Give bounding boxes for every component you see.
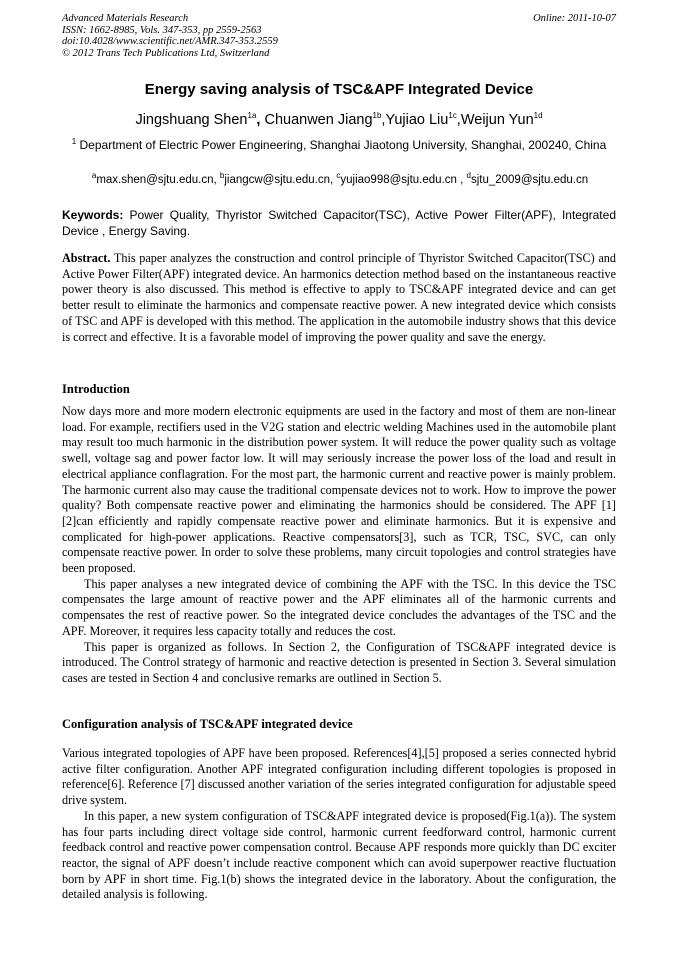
journal-name: Advanced Materials Research [62, 13, 189, 24]
issn-line: ISSN: 1662-8985, Vols. 347-353, pp 2559-2563 [62, 24, 262, 36]
author-superscript: 1d [533, 111, 543, 121]
affiliation-text: Department of Electric Power Engineering, Shanghai Jiaotong University, Shanghai, 200240, China [79, 138, 607, 152]
paragraph: Various integrated topologies of APF have been proposed. References[4],[5] proposed a series connected hybrid active filter configuration. Another APF integrated configuration including different topologies is proposed in reference[6]. Reference [7] discussed another variation of the series integrated configuration for adjustable speed drive system. [62, 746, 616, 808]
email-address: jiangcw@sjtu.edu.cn, [224, 174, 337, 186]
email-superscript: b [219, 171, 225, 181]
author-superscript: 1b [372, 111, 382, 121]
affiliation-superscript: 1 [71, 137, 77, 146]
email-list [60, 171, 620, 186]
keywords-label: Keywords: [62, 208, 124, 222]
author-separator: , [381, 112, 386, 128]
configuration-body [62, 746, 616, 903]
email-superscript: a [91, 171, 97, 181]
author-separator: , [456, 112, 461, 128]
author-separator: , [256, 112, 265, 128]
abstract-label: Abstract. [62, 251, 111, 265]
email-address: yujiao998@sjtu.edu.cn , [340, 174, 464, 186]
journal-header [62, 13, 616, 59]
author-name: Chuanwen Jiang [264, 112, 373, 128]
abstract [62, 251, 616, 345]
doi-line: doi:10.4028/www.scientific.net/AMR.347-353.2559 [62, 36, 278, 47]
paragraph: In this paper, a new system configuration of TSC&APF integrated device is proposed(Fig.1(a)). The system has four parts including direct voltage side control, harmonic current feedforward control, harmonic current feedback control and reactive power compensation control. Because APF responds more quickly than DC exciter reactor, the signal of APF doesn’t include reactive component which can avoid superpower reactive fluctuation born by APF in short time. Fig.1(b) shows the integrated device in the laboratory. About the configuration, the detailed analysis is following. [62, 808, 616, 902]
paragraph: This paper analyses a new integrated device of combining the APF with the TSC. In this device the TSC compensates the large amount of reactive power and the APF eliminates all of the harmonic currents and compensates the rest of reactive power. So the integrated device concludes the advantages of the TSC and the APF. Moreover, it requires less capacity totally and reduces the cost. [62, 576, 616, 638]
email-superscript: d [466, 171, 471, 181]
paragraph: This paper is organized as follows. In Section 2, the Configuration of TSC&APF integrated device is introduced. The Control strategy of harmonic and reactive detection is presented in Section 3. Several simulation cases are tested in Section 4 and conclusive remarks are outlined in Section 5. [62, 639, 616, 685]
abstract-text: This paper analyzes the construction and control principle of Thyristor Switched Capacitor(TSC) and Active Power Filter(APF) integrated device. An harmonics detection method based on the instantaneous reactive power theory is also discussed. This method is effective to apply to TSC&APF integrated device and can get better result to eliminate the harmonics and compensate reactive power. A new integrated device which consists of TSC and APF is developed with this method. The application in the automobile industry shows that this device is correct and effective. It is a favorable model of improving the power quality and save the energy. [62, 251, 616, 344]
author-superscript: 1a [247, 111, 257, 121]
author-name: Weijun Yun [460, 112, 534, 128]
email-superscript: c [336, 171, 341, 181]
author-list [0, 112, 678, 128]
affiliation [62, 138, 616, 153]
section-heading-configuration: Configuration analysis of TSC&APF integrated device [62, 717, 353, 731]
email-address: sjtu_2009@sjtu.edu.cn [470, 174, 589, 186]
copyright-line: © 2012 Trans Tech Publications Ltd, Switzerland [62, 47, 270, 59]
section-heading-introduction: Introduction [62, 382, 130, 396]
author-superscript: 1c [448, 111, 457, 121]
keywords-text: Power Quality, Thyristor Switched Capacitor(TSC), Active Power Filter(APF), Integrated Device , Energy Saving. [62, 208, 616, 238]
author-name: Jingshuang Shen [135, 112, 248, 128]
email-address: max.shen@sjtu.edu.cn, [96, 174, 220, 186]
online-date: Online: 2011-10-07 [533, 13, 616, 24]
introduction-body [62, 404, 616, 687]
keywords [62, 208, 616, 239]
paragraph: Now days more and more modern electronic equipments are used in the factory and most of them are non-linear load. For example, rectifiers used in the V2G station and electric welding Machines used in the automobile plant may result too much harmonic in the distribution power system. It will reduce the power quality such as voltage swell, voltage sag and power factor low. It will may seriously increase the power loss of the load and result in electrical appliance conflagration. For the most part, the harmonic current and reactive power is mainly problem. The harmonic current also may cause the traditional compensate devices not to work. How to improve the power quality? Both compensate reactive power and eliminating the harmonics should be considered. The APF [1][2]can efficiently and rapidly compensate reactive power and eliminate harmonics. But it is expensive and complicated for high-power applications. Reactive compensators[3], such as TCR, TSC, SVC, can only compensate reactive power. In order to solve these problems, many circuit topologies and control strategies have been proposed. [62, 404, 616, 576]
author-name: Yujiao Liu [385, 112, 449, 128]
paper-title: Energy saving analysis of TSC&APF Integrated Device [144, 81, 534, 98]
